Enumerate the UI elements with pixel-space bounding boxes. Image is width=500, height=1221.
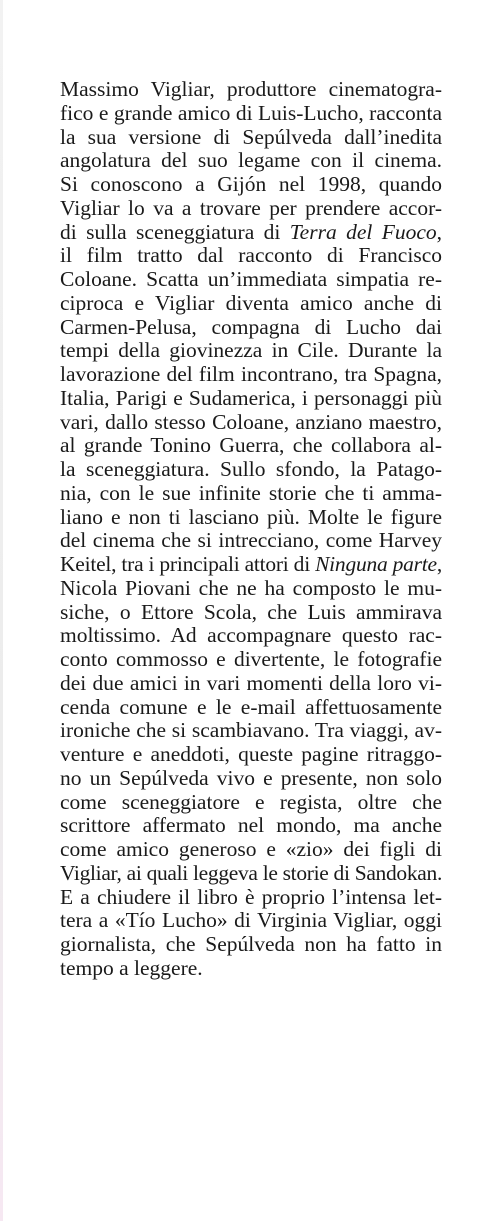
text-line [60,126,442,150]
text-line [60,78,442,102]
text-line [60,648,442,672]
text-segment: Nicola Piovani che ne ha composto le mu- [60,575,442,600]
text-line [60,601,442,625]
text-segment: tera a «Tío Lucho» di Virginia Vigliar, oggi [60,908,442,933]
text-line [60,838,442,862]
text-segment: dei due amici in vari momenti della loro vi- [60,670,442,695]
text-segment: siche, o Ettore Scola, che Luis ammirava [60,599,442,624]
text-segment: tempi della giovinezza in Cile. Durante la [60,338,442,363]
text-segment: moltissimo. Ad accompagnare questo rac- [60,623,442,648]
text-line [60,767,442,791]
text-segment: nia, con le sue infinite storie che ti amma- [60,480,442,505]
text-segment: ciproca e Vigliar diventa amico anche di [60,290,442,315]
text-line [60,933,442,957]
text-segment: , [436,219,443,244]
text-segment: giornalista, che Sepúlveda non ha fatto in [60,932,442,956]
text-segment: Italia, Parigi e Sudamerica, i personaggi più [60,385,442,410]
text-segment: Vigliar, ai quali leggeva le storie di Sandokan. [60,860,442,885]
text-line [60,696,442,720]
text-segment: Massimo Vigliar, produttore cinematogra- [60,77,442,101]
text-line [60,957,442,981]
text-line [60,434,442,458]
text-segment: la sua versione di Sepúlveda dall’inedita [60,124,442,149]
text-segment: ironiche che si scambiavano. Tra viaggi, av- [60,718,442,743]
text-line [60,672,442,696]
text-segment: come sceneggiatore e regista, oltre che [60,789,442,814]
text-line [60,458,442,482]
text-line [60,553,442,577]
text-segment: liano e non ti lasciano più. Molte le figure [60,504,442,529]
text-segment: conto commosso e divertente, le fotografie [60,647,442,671]
text-segment: il film tratto dal racconto di Francisco [60,243,442,268]
text-segment: scrittore affermato nel mondo, ma anche [60,813,442,838]
text-line [60,719,442,743]
text-segment: cenda comune e le e-mail affettuosamente [60,694,442,719]
text-line [60,316,442,340]
synopsis-text [60,78,442,981]
text-segment: , [436,552,442,576]
text-line [60,482,442,506]
text-line [60,268,442,292]
text-line [60,577,442,601]
text-segment: no un Sepúlveda vivo e presente, non solo [60,765,442,790]
text-segment: come amico generoso e «zio» dei figli di [60,837,442,861]
text-segment: fico e grande amico di Luis-Lucho, racconta [60,100,442,125]
text-segment: al grande Tonino Guerra, che collabora al- [60,433,442,458]
text-line [60,506,442,530]
text-line [60,292,442,316]
text-line [60,886,442,910]
text-segment: Vigliar lo va a trovare per prendere accor- [60,195,442,220]
text-line [60,387,442,411]
text-segment: Carmen-Pelusa, compagna di Lucho dai [60,314,442,339]
text-segment: E a chiudere il libro è proprio l’intensa let- [60,884,442,909]
italic-title: Ninguna parte [315,552,437,576]
text-segment: vari, dallo stesso Coloane, anziano maestro, [60,409,442,434]
text-line [60,102,442,126]
text-segment: venture e aneddoti, queste pagine ritraggo- [60,742,442,766]
text-segment: del cinema che si intrecciano, come Harvey [60,528,442,553]
text-segment: Keitel, tra i principali attori di [60,552,316,576]
text-line [60,862,442,886]
text-line [60,814,442,838]
text-line [60,791,442,815]
text-line [60,173,442,197]
text-line [60,221,442,245]
text-line [60,743,442,767]
text-segment: lavorazione del film incontrano, tra Spagna, [60,362,442,386]
text-line [60,339,442,363]
text-segment: Si conoscono a Gijón nel 1998, quando [60,172,442,196]
text-line [60,197,442,221]
italic-title: Terra del Fuoco [289,219,437,244]
text-segment: Coloane. Scatta un’immediata simpatia re- [60,267,442,291]
text-line [60,411,442,435]
text-segment: angolatura del suo legame con il cinema. [60,148,442,173]
text-line [60,244,442,268]
page-edge [0,0,3,1221]
text-segment: la sceneggiatura. Sullo sfondo, la Patago- [60,457,442,481]
text-line [60,529,442,553]
text-segment: tempo a leggere. [60,955,203,980]
text-line [60,624,442,648]
text-segment: di sulla sceneggiatura di [60,219,290,244]
text-line [60,149,442,173]
text-line [60,363,442,387]
text-line [60,909,442,933]
